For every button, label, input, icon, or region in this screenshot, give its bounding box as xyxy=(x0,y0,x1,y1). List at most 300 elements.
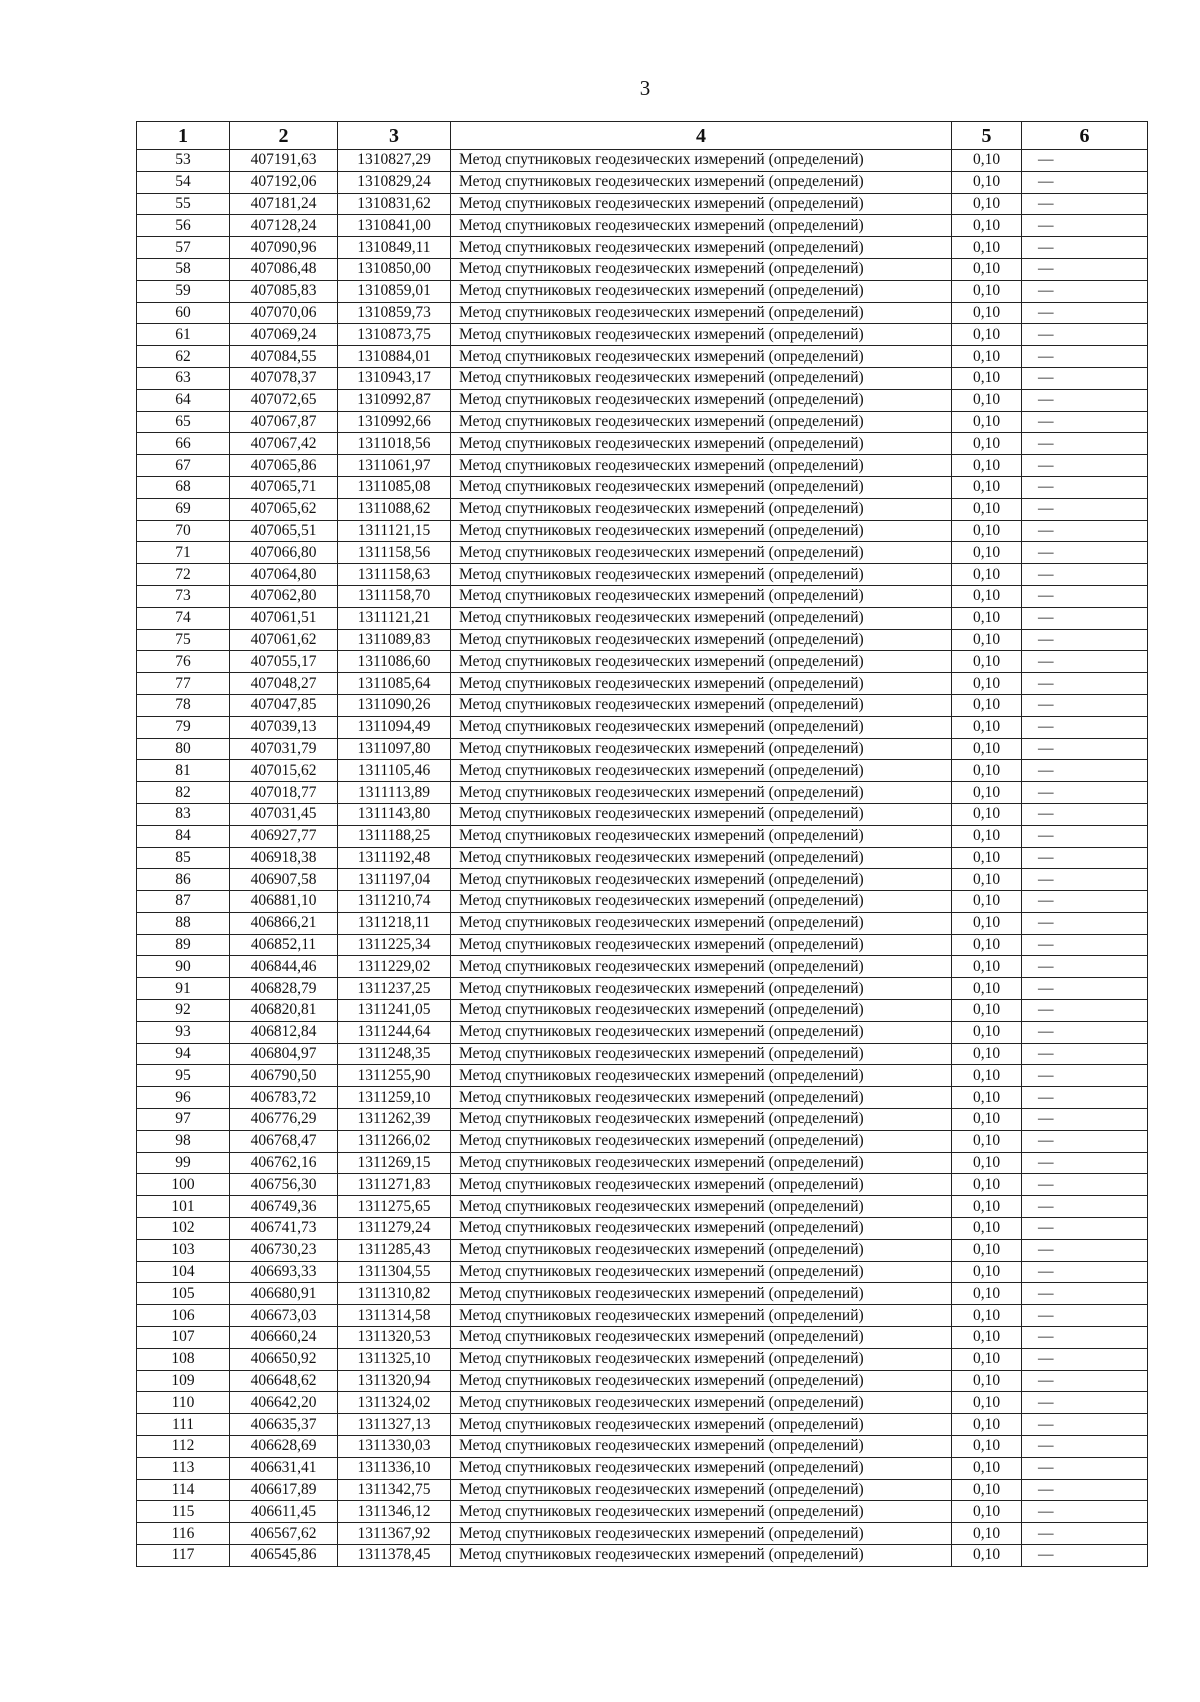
table-row xyxy=(137,520,1148,542)
x-coordinate-cell: 407065,71 xyxy=(230,476,338,498)
x-coordinate-cell: 407191,63 xyxy=(230,150,338,172)
x-coordinate-cell: 406790,50 xyxy=(230,1065,338,1087)
note-cell: — xyxy=(1022,1218,1148,1240)
point-number-cell: 88 xyxy=(137,912,230,934)
note-cell: — xyxy=(1022,389,1148,411)
accuracy-cell: 0,10 xyxy=(952,1545,1022,1567)
method-cell: Метод спутниковых геодезических измерений (определений) xyxy=(451,1087,952,1109)
y-coordinate-cell: 1311090,26 xyxy=(338,694,451,716)
point-number-cell: 111 xyxy=(137,1414,230,1436)
note-cell: — xyxy=(1022,1436,1148,1458)
table-row xyxy=(137,171,1148,193)
accuracy-cell: 0,10 xyxy=(952,324,1022,346)
x-coordinate-cell: 406804,97 xyxy=(230,1043,338,1065)
point-number-cell: 76 xyxy=(137,651,230,673)
header-col-6: 6 xyxy=(1022,122,1148,150)
table-row xyxy=(137,280,1148,302)
point-number-cell: 61 xyxy=(137,324,230,346)
method-cell: Метод спутниковых геодезических измерений (определений) xyxy=(451,629,952,651)
point-number-cell: 89 xyxy=(137,934,230,956)
table-row xyxy=(137,1392,1148,1414)
x-coordinate-cell: 407128,24 xyxy=(230,215,338,237)
method-cell: Метод спутниковых геодезических измерений (определений) xyxy=(451,1174,952,1196)
point-number-cell: 67 xyxy=(137,455,230,477)
accuracy-cell: 0,10 xyxy=(952,956,1022,978)
x-coordinate-cell: 407090,96 xyxy=(230,237,338,259)
point-number-cell: 57 xyxy=(137,237,230,259)
table-row xyxy=(137,1501,1148,1523)
method-cell: Метод спутниковых геодезических измерений (определений) xyxy=(451,433,952,455)
point-number-cell: 82 xyxy=(137,782,230,804)
point-number-cell: 106 xyxy=(137,1305,230,1327)
y-coordinate-cell: 1310850,00 xyxy=(338,258,451,280)
point-number-cell: 97 xyxy=(137,1109,230,1131)
method-cell: Метод спутниковых геодезических измерений (определений) xyxy=(451,803,952,825)
note-cell: — xyxy=(1022,237,1148,259)
note-cell: — xyxy=(1022,367,1148,389)
x-coordinate-cell: 406852,11 xyxy=(230,934,338,956)
x-coordinate-cell: 407181,24 xyxy=(230,193,338,215)
point-number-cell: 115 xyxy=(137,1501,230,1523)
note-cell: — xyxy=(1022,825,1148,847)
y-coordinate-cell: 1311188,25 xyxy=(338,825,451,847)
x-coordinate-cell: 407061,51 xyxy=(230,607,338,629)
table-row xyxy=(137,934,1148,956)
table-row xyxy=(137,912,1148,934)
x-coordinate-cell: 407067,42 xyxy=(230,433,338,455)
note-cell: — xyxy=(1022,476,1148,498)
note-cell: — xyxy=(1022,1174,1148,1196)
x-coordinate-cell: 407062,80 xyxy=(230,585,338,607)
x-coordinate-cell: 406828,79 xyxy=(230,978,338,1000)
note-cell: — xyxy=(1022,1152,1148,1174)
y-coordinate-cell: 1311248,35 xyxy=(338,1043,451,1065)
y-coordinate-cell: 1310859,01 xyxy=(338,280,451,302)
y-coordinate-cell: 1310849,11 xyxy=(338,237,451,259)
y-coordinate-cell: 1311346,12 xyxy=(338,1501,451,1523)
point-number-cell: 70 xyxy=(137,520,230,542)
method-cell: Метод спутниковых геодезических измерений (определений) xyxy=(451,760,952,782)
y-coordinate-cell: 1310884,01 xyxy=(338,346,451,368)
y-coordinate-cell: 1311327,13 xyxy=(338,1414,451,1436)
table-row xyxy=(137,542,1148,564)
y-coordinate-cell: 1311085,08 xyxy=(338,476,451,498)
y-coordinate-cell: 1311259,10 xyxy=(338,1087,451,1109)
accuracy-cell: 0,10 xyxy=(952,455,1022,477)
note-cell: — xyxy=(1022,716,1148,738)
table-row xyxy=(137,978,1148,1000)
y-coordinate-cell: 1311367,92 xyxy=(338,1523,451,1545)
point-number-cell: 72 xyxy=(137,564,230,586)
method-cell: Метод спутниковых геодезических измерений (определений) xyxy=(451,324,952,346)
accuracy-cell: 0,10 xyxy=(952,1043,1022,1065)
method-cell: Метод спутниковых геодезических измерений (определений) xyxy=(451,1109,952,1131)
accuracy-cell: 0,10 xyxy=(952,912,1022,934)
note-cell: — xyxy=(1022,433,1148,455)
table-row xyxy=(137,1174,1148,1196)
point-number-cell: 112 xyxy=(137,1436,230,1458)
accuracy-cell: 0,10 xyxy=(952,1261,1022,1283)
table-row xyxy=(137,1479,1148,1501)
table-row xyxy=(137,215,1148,237)
method-cell: Метод спутниковых геодезических измерений (определений) xyxy=(451,716,952,738)
table-row xyxy=(137,629,1148,651)
y-coordinate-cell: 1310829,24 xyxy=(338,171,451,193)
x-coordinate-cell: 407064,80 xyxy=(230,564,338,586)
table-body xyxy=(137,150,1148,1567)
table-row xyxy=(137,389,1148,411)
point-number-cell: 81 xyxy=(137,760,230,782)
point-number-cell: 78 xyxy=(137,694,230,716)
y-coordinate-cell: 1311121,21 xyxy=(338,607,451,629)
accuracy-cell: 0,10 xyxy=(952,280,1022,302)
point-number-cell: 56 xyxy=(137,215,230,237)
accuracy-cell: 0,10 xyxy=(952,1392,1022,1414)
note-cell: — xyxy=(1022,498,1148,520)
x-coordinate-cell: 406783,72 xyxy=(230,1087,338,1109)
point-number-cell: 105 xyxy=(137,1283,230,1305)
point-number-cell: 103 xyxy=(137,1239,230,1261)
note-cell: — xyxy=(1022,760,1148,782)
method-cell: Метод спутниковых геодезических измерений (определений) xyxy=(451,346,952,368)
x-coordinate-cell: 407192,06 xyxy=(230,171,338,193)
method-cell: Метод спутниковых геодезических измерений (определений) xyxy=(451,258,952,280)
method-cell: Метод спутниковых геодезических измерений (определений) xyxy=(451,1043,952,1065)
x-coordinate-cell: 406660,24 xyxy=(230,1327,338,1349)
table-row xyxy=(137,869,1148,891)
point-number-cell: 69 xyxy=(137,498,230,520)
method-cell: Метод спутниковых геодезических измерений (определений) xyxy=(451,847,952,869)
x-coordinate-cell: 406907,58 xyxy=(230,869,338,891)
accuracy-cell: 0,10 xyxy=(952,215,1022,237)
x-coordinate-cell: 407085,83 xyxy=(230,280,338,302)
method-cell: Метод спутниковых геодезических измерений (определений) xyxy=(451,651,952,673)
y-coordinate-cell: 1311097,80 xyxy=(338,738,451,760)
accuracy-cell: 0,10 xyxy=(952,1174,1022,1196)
point-number-cell: 101 xyxy=(137,1196,230,1218)
x-coordinate-cell: 406820,81 xyxy=(230,1000,338,1022)
accuracy-cell: 0,10 xyxy=(952,237,1022,259)
note-cell: — xyxy=(1022,1501,1148,1523)
x-coordinate-cell: 407065,62 xyxy=(230,498,338,520)
x-coordinate-cell: 406881,10 xyxy=(230,891,338,913)
point-number-cell: 102 xyxy=(137,1218,230,1240)
table-row xyxy=(137,346,1148,368)
x-coordinate-cell: 406756,30 xyxy=(230,1174,338,1196)
y-coordinate-cell: 1311192,48 xyxy=(338,847,451,869)
x-coordinate-cell: 406918,38 xyxy=(230,847,338,869)
table-row xyxy=(137,411,1148,433)
note-cell: — xyxy=(1022,1000,1148,1022)
accuracy-cell: 0,10 xyxy=(952,564,1022,586)
accuracy-cell: 0,10 xyxy=(952,1152,1022,1174)
accuracy-cell: 0,10 xyxy=(952,302,1022,324)
x-coordinate-cell: 407065,86 xyxy=(230,455,338,477)
point-number-cell: 71 xyxy=(137,542,230,564)
y-coordinate-cell: 1311197,04 xyxy=(338,869,451,891)
table-row xyxy=(137,956,1148,978)
y-coordinate-cell: 1310873,75 xyxy=(338,324,451,346)
point-number-cell: 95 xyxy=(137,1065,230,1087)
method-cell: Метод спутниковых геодезических измерений (определений) xyxy=(451,869,952,891)
x-coordinate-cell: 406628,69 xyxy=(230,1436,338,1458)
method-cell: Метод спутниковых геодезических измерений (определений) xyxy=(451,1021,952,1043)
accuracy-cell: 0,10 xyxy=(952,651,1022,673)
point-number-cell: 110 xyxy=(137,1392,230,1414)
table-row xyxy=(137,760,1148,782)
table-row xyxy=(137,1283,1148,1305)
y-coordinate-cell: 1311378,45 xyxy=(338,1545,451,1567)
method-cell: Метод спутниковых геодезических измерений (определений) xyxy=(451,1152,952,1174)
y-coordinate-cell: 1311158,70 xyxy=(338,585,451,607)
point-number-cell: 87 xyxy=(137,891,230,913)
x-coordinate-cell: 406730,23 xyxy=(230,1239,338,1261)
accuracy-cell: 0,10 xyxy=(952,782,1022,804)
y-coordinate-cell: 1311088,62 xyxy=(338,498,451,520)
accuracy-cell: 0,10 xyxy=(952,1523,1022,1545)
accuracy-cell: 0,10 xyxy=(952,1109,1022,1131)
x-coordinate-cell: 406635,37 xyxy=(230,1414,338,1436)
note-cell: — xyxy=(1022,1043,1148,1065)
y-coordinate-cell: 1311158,63 xyxy=(338,564,451,586)
point-number-cell: 85 xyxy=(137,847,230,869)
table-row xyxy=(137,1436,1148,1458)
accuracy-cell: 0,10 xyxy=(952,1457,1022,1479)
method-cell: Метод спутниковых геодезических измерений (определений) xyxy=(451,1479,952,1501)
accuracy-cell: 0,10 xyxy=(952,150,1022,172)
accuracy-cell: 0,10 xyxy=(952,389,1022,411)
accuracy-cell: 0,10 xyxy=(952,760,1022,782)
x-coordinate-cell: 407015,62 xyxy=(230,760,338,782)
point-number-cell: 114 xyxy=(137,1479,230,1501)
point-number-cell: 98 xyxy=(137,1130,230,1152)
table-row xyxy=(137,455,1148,477)
accuracy-cell: 0,10 xyxy=(952,847,1022,869)
note-cell: — xyxy=(1022,411,1148,433)
y-coordinate-cell: 1311325,10 xyxy=(338,1348,451,1370)
method-cell: Метод спутниковых геодезических измерений (определений) xyxy=(451,476,952,498)
point-number-cell: 113 xyxy=(137,1457,230,1479)
note-cell: — xyxy=(1022,193,1148,215)
x-coordinate-cell: 407065,51 xyxy=(230,520,338,542)
x-coordinate-cell: 406611,45 xyxy=(230,1501,338,1523)
y-coordinate-cell: 1311210,74 xyxy=(338,891,451,913)
note-cell: — xyxy=(1022,1348,1148,1370)
point-number-cell: 84 xyxy=(137,825,230,847)
x-coordinate-cell: 406545,86 xyxy=(230,1545,338,1567)
method-cell: Метод спутниковых геодезических измерений (определений) xyxy=(451,673,952,695)
table-row xyxy=(137,607,1148,629)
point-number-cell: 99 xyxy=(137,1152,230,1174)
point-number-cell: 65 xyxy=(137,411,230,433)
x-coordinate-cell: 406749,36 xyxy=(230,1196,338,1218)
table-row xyxy=(137,1196,1148,1218)
y-coordinate-cell: 1311085,64 xyxy=(338,673,451,695)
note-cell: — xyxy=(1022,455,1148,477)
accuracy-cell: 0,10 xyxy=(952,1283,1022,1305)
table-row xyxy=(137,1523,1148,1545)
y-coordinate-cell: 1311314,58 xyxy=(338,1305,451,1327)
x-coordinate-cell: 406631,41 xyxy=(230,1457,338,1479)
point-number-cell: 60 xyxy=(137,302,230,324)
accuracy-cell: 0,10 xyxy=(952,1065,1022,1087)
note-cell: — xyxy=(1022,1109,1148,1131)
method-cell: Метод спутниковых геодезических измерений (определений) xyxy=(451,825,952,847)
note-cell: — xyxy=(1022,847,1148,869)
method-cell: Метод спутниковых геодезических измерений (определений) xyxy=(451,1457,952,1479)
header-col-4: 4 xyxy=(451,122,952,150)
accuracy-cell: 0,10 xyxy=(952,673,1022,695)
y-coordinate-cell: 1310943,17 xyxy=(338,367,451,389)
table-row xyxy=(137,1261,1148,1283)
note-cell: — xyxy=(1022,803,1148,825)
point-number-cell: 109 xyxy=(137,1370,230,1392)
note-cell: — xyxy=(1022,1370,1148,1392)
table-row xyxy=(137,564,1148,586)
y-coordinate-cell: 1311241,05 xyxy=(338,1000,451,1022)
x-coordinate-cell: 407078,37 xyxy=(230,367,338,389)
accuracy-cell: 0,10 xyxy=(952,1087,1022,1109)
table-row xyxy=(137,1457,1148,1479)
table-row xyxy=(137,367,1148,389)
x-coordinate-cell: 406768,47 xyxy=(230,1130,338,1152)
accuracy-cell: 0,10 xyxy=(952,1436,1022,1458)
table-row xyxy=(137,193,1148,215)
x-coordinate-cell: 406650,92 xyxy=(230,1348,338,1370)
note-cell: — xyxy=(1022,1305,1148,1327)
accuracy-cell: 0,10 xyxy=(952,1196,1022,1218)
note-cell: — xyxy=(1022,1327,1148,1349)
table-row xyxy=(137,738,1148,760)
note-cell: — xyxy=(1022,1239,1148,1261)
y-coordinate-cell: 1311324,02 xyxy=(338,1392,451,1414)
point-number-cell: 108 xyxy=(137,1348,230,1370)
note-cell: — xyxy=(1022,215,1148,237)
point-number-cell: 91 xyxy=(137,978,230,1000)
note-cell: — xyxy=(1022,1261,1148,1283)
note-cell: — xyxy=(1022,1414,1148,1436)
table-row xyxy=(137,1000,1148,1022)
y-coordinate-cell: 1310827,29 xyxy=(338,150,451,172)
accuracy-cell: 0,10 xyxy=(952,716,1022,738)
table-row xyxy=(137,1239,1148,1261)
point-number-cell: 53 xyxy=(137,150,230,172)
method-cell: Метод спутниковых геодезических измерений (определений) xyxy=(451,455,952,477)
point-number-cell: 73 xyxy=(137,585,230,607)
page-number: 3 xyxy=(639,76,651,100)
y-coordinate-cell: 1311342,75 xyxy=(338,1479,451,1501)
accuracy-cell: 0,10 xyxy=(952,1130,1022,1152)
table-row xyxy=(137,1218,1148,1240)
method-cell: Метод спутниковых геодезических измерений (определений) xyxy=(451,520,952,542)
accuracy-cell: 0,10 xyxy=(952,1021,1022,1043)
header-col-2: 2 xyxy=(230,122,338,150)
header-col-3: 3 xyxy=(338,122,451,150)
accuracy-cell: 0,10 xyxy=(952,476,1022,498)
point-number-cell: 117 xyxy=(137,1545,230,1567)
point-number-cell: 92 xyxy=(137,1000,230,1022)
table-row xyxy=(137,1130,1148,1152)
point-number-cell: 77 xyxy=(137,673,230,695)
accuracy-cell: 0,10 xyxy=(952,193,1022,215)
method-cell: Метод спутниковых геодезических измерений (определений) xyxy=(451,782,952,804)
y-coordinate-cell: 1311094,49 xyxy=(338,716,451,738)
x-coordinate-cell: 406927,77 xyxy=(230,825,338,847)
y-coordinate-cell: 1311304,55 xyxy=(338,1261,451,1283)
note-cell: — xyxy=(1022,1021,1148,1043)
point-number-cell: 116 xyxy=(137,1523,230,1545)
method-cell: Метод спутниковых геодезических измерений (определений) xyxy=(451,891,952,913)
table-row xyxy=(137,237,1148,259)
method-cell: Метод спутниковых геодезических измерений (определений) xyxy=(451,694,952,716)
method-cell: Метод спутниковых геодезических измерений (определений) xyxy=(451,542,952,564)
accuracy-cell: 0,10 xyxy=(952,1305,1022,1327)
table-row xyxy=(137,1043,1148,1065)
note-cell: — xyxy=(1022,585,1148,607)
method-cell: Метод спутниковых геодезических измерений (определений) xyxy=(451,1501,952,1523)
note-cell: — xyxy=(1022,171,1148,193)
coordinates-table xyxy=(136,121,1148,1567)
x-coordinate-cell: 406617,89 xyxy=(230,1479,338,1501)
x-coordinate-cell: 406812,84 xyxy=(230,1021,338,1043)
x-coordinate-cell: 407070,06 xyxy=(230,302,338,324)
table-row xyxy=(137,803,1148,825)
table-row xyxy=(137,651,1148,673)
note-cell: — xyxy=(1022,891,1148,913)
table-row xyxy=(137,1414,1148,1436)
accuracy-cell: 0,10 xyxy=(952,411,1022,433)
method-cell: Метод спутниковых геодезических измерений (определений) xyxy=(451,1523,952,1545)
y-coordinate-cell: 1311105,46 xyxy=(338,760,451,782)
y-coordinate-cell: 1311255,90 xyxy=(338,1065,451,1087)
method-cell: Метод спутниковых геодезических измерений (определений) xyxy=(451,1414,952,1436)
accuracy-cell: 0,10 xyxy=(952,803,1022,825)
note-cell: — xyxy=(1022,280,1148,302)
y-coordinate-cell: 1310859,73 xyxy=(338,302,451,324)
table-row xyxy=(137,891,1148,913)
note-cell: — xyxy=(1022,542,1148,564)
note-cell: — xyxy=(1022,673,1148,695)
method-cell: Метод спутниковых геодезических измерений (определений) xyxy=(451,978,952,1000)
x-coordinate-cell: 407072,65 xyxy=(230,389,338,411)
method-cell: Метод спутниковых геодезических измерений (определений) xyxy=(451,171,952,193)
y-coordinate-cell: 1311320,94 xyxy=(338,1370,451,1392)
accuracy-cell: 0,10 xyxy=(952,1501,1022,1523)
point-number-cell: 55 xyxy=(137,193,230,215)
method-cell: Метод спутниковых геодезических измерений (определений) xyxy=(451,389,952,411)
method-cell: Метод спутниковых геодезических измерений (определений) xyxy=(451,956,952,978)
method-cell: Метод спутниковых геодезических измерений (определений) xyxy=(451,1065,952,1087)
method-cell: Метод спутниковых геодезических измерений (определений) xyxy=(451,411,952,433)
point-number-cell: 100 xyxy=(137,1174,230,1196)
method-cell: Метод спутниковых геодезических измерений (определений) xyxy=(451,1218,952,1240)
y-coordinate-cell: 1311275,65 xyxy=(338,1196,451,1218)
note-cell: — xyxy=(1022,1479,1148,1501)
accuracy-cell: 0,10 xyxy=(952,869,1022,891)
note-cell: — xyxy=(1022,934,1148,956)
note-cell: — xyxy=(1022,978,1148,1000)
point-number-cell: 59 xyxy=(137,280,230,302)
y-coordinate-cell: 1310992,87 xyxy=(338,389,451,411)
x-coordinate-cell: 407069,24 xyxy=(230,324,338,346)
method-cell: Метод спутниковых геодезических измерений (определений) xyxy=(451,738,952,760)
table-row xyxy=(137,1087,1148,1109)
point-number-cell: 66 xyxy=(137,433,230,455)
accuracy-cell: 0,10 xyxy=(952,1000,1022,1022)
method-cell: Метод спутниковых геодезических измерений (определений) xyxy=(451,1370,952,1392)
y-coordinate-cell: 1310831,62 xyxy=(338,193,451,215)
note-cell: — xyxy=(1022,150,1148,172)
